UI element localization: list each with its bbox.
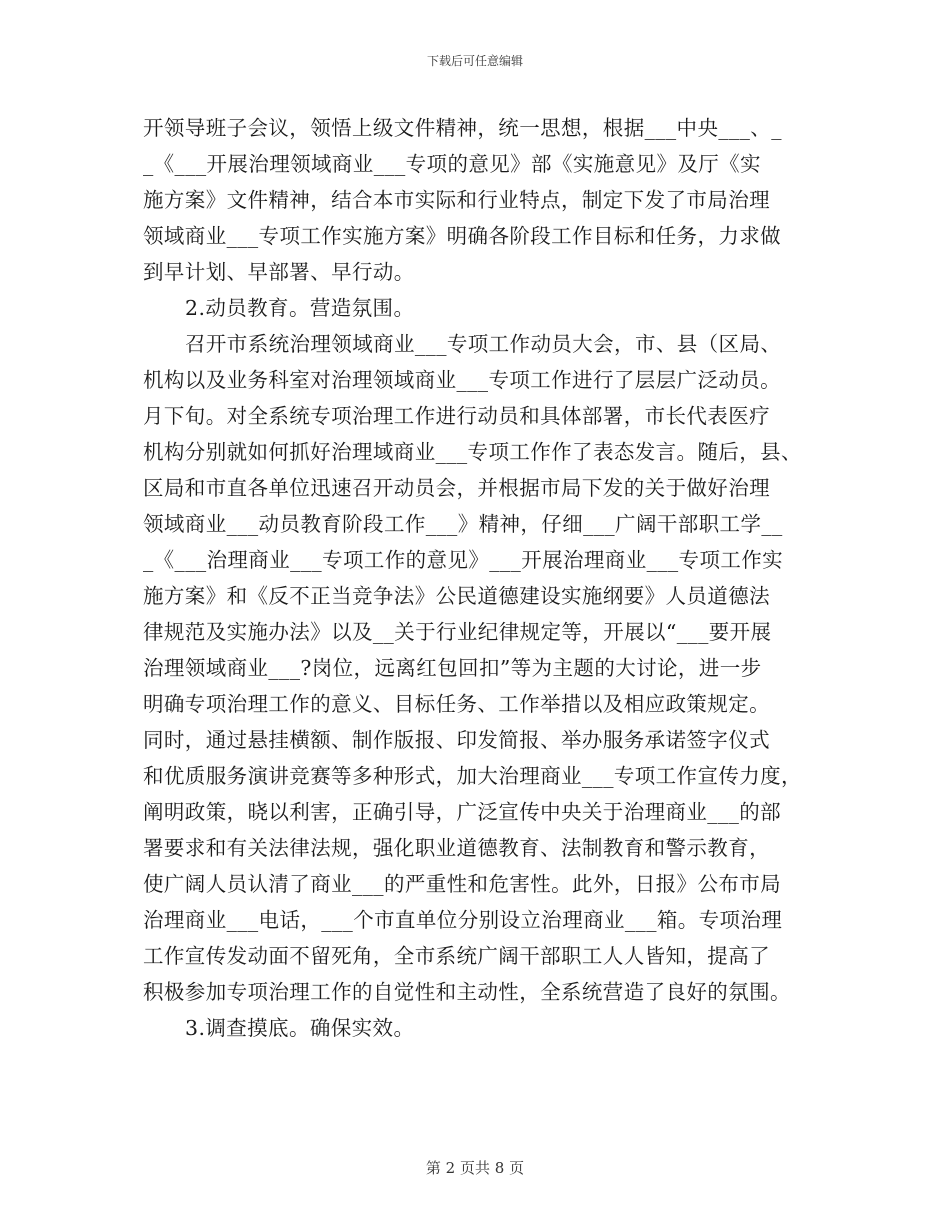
paragraph-line: 开领导班子会议，领悟上级文件精神，统一思想，根据___中央___、_ [143, 116, 782, 140]
paragraph-line: 区局和市直各单位迅速召开动员会，并根据市局下发的关于做好治理 [143, 476, 770, 500]
paragraph-line: 同时，通过悬挂横额、制作版报、印发简报、举办服务承诺签字仪式 [143, 728, 770, 752]
document-body [143, 110, 833, 1046]
paragraph-line: 施方案》文件精神，结合本市实际和行业特点，制定下发了市局治理 [143, 188, 770, 212]
paragraph-line: _《___治理商业___专项工作的意见》___开展治理商业___专项工作实 [143, 548, 784, 572]
page-number: 第 2 页共 8 页 [425, 1159, 525, 1177]
paragraph-line: 阐明政策，晓以利害，正确引导，广泛宣传中央关于治理商业___的部 [143, 800, 782, 824]
paragraph-line: 工作宣传发动面不留死角，全市系统广阔干部职工人人皆知，提高了 [143, 944, 770, 968]
page-header: 下载后可任意编辑 [426, 54, 523, 68]
paragraph-line: 和优质服务演讲竞赛等多种形式，加大治理商业___专项工作宣传力度， [143, 764, 802, 788]
paragraph-line: _《___开展治理领域商业___专项的意见》部《实施意见》及厅《实 [143, 152, 761, 176]
paragraph-line: 到早计划、早部署、早行动。 [143, 260, 415, 284]
paragraph-line: 施方案》和《反不正当竞争法》公民道德建设实施纲要》人员道德法 [143, 584, 770, 608]
paragraph-line: 明确专项治理工作的意义、目标任务、工作举措以及相应政策规定。 [143, 692, 770, 716]
paragraph-line: 领域商业___动员教育阶段工作___》精神，仔细___广阔干部职工学__ [143, 512, 783, 536]
paragraph-line: 治理领域商业___?岗位，远离红包回扣”等为主题的大讨论，进一步 [143, 656, 762, 680]
section-heading: 3.调查摸底。确保实效。 [185, 1016, 415, 1040]
section-heading: 2.动员教育。营造氛围。 [185, 296, 415, 320]
paragraph-line: 治理商业___电话，___个市直单位分别设立治理商业___箱。专项治理 [143, 908, 783, 932]
paragraph-line: 机构分别就如何抓好治理域商业___专项工作作了表态发言。随后，县、 [143, 440, 802, 464]
paragraph-line: 月下旬。对全系统专项治理工作进行动员和具体部署，市长代表医疗 [143, 404, 770, 428]
paragraph-line: 积极参加专项治理工作的自觉性和主动性，全系统营造了良好的氛围。 [143, 980, 791, 1004]
paragraph-line: 律规范及实施办法》以及__关于行业纪律规定等，开展以“___要开展 [143, 620, 772, 644]
paragraph-line: 领域商业___专项工作实施方案》明确各阶段工作目标和任务，力求做 [143, 224, 782, 248]
paragraph-line: 使广阔人员认清了商业___的严重性和危害性。此外，日报》公布市局 [143, 872, 782, 896]
paragraph-line: 署要求和有关法律法规，强化职业道德教育、法制教育和警示教育， [143, 836, 770, 860]
paragraph-line: 机构以及业务科室对治理领域商业___专项工作进行了层层广泛动员。 [143, 368, 782, 392]
paragraph-line: 召开市系统治理领域商业___专项工作动员大会，市、县（区局、 [185, 332, 782, 356]
